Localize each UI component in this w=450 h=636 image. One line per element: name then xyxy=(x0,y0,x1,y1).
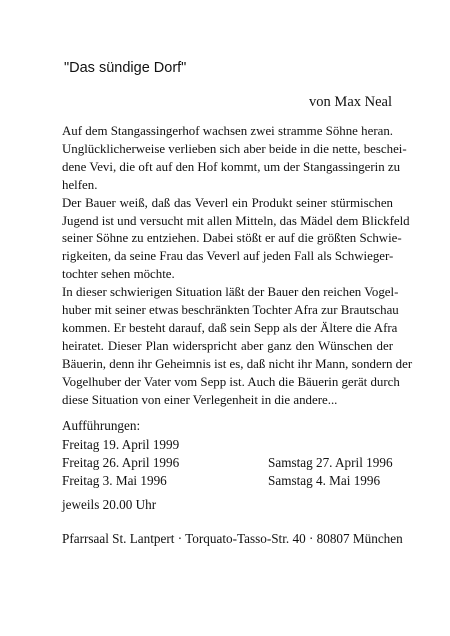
synopsis-line: huber mit seiner etwas beschränkten Tochter Afra zur Brautschau xyxy=(62,303,399,318)
performance-dates xyxy=(62,436,402,489)
synopsis-line: heiratet. Dieser Plan widerspricht aber ganz den Wünschen der xyxy=(62,338,393,353)
synopsis-line: rigkeiten, da seine Frau das Veverl auf jeden Fall als Schwieger- xyxy=(62,249,394,264)
synopsis-line: Bäuerin, denn ihr Geheimnis ist es, daß nicht ihr Mann, sondern der xyxy=(62,356,413,371)
date-left: Freitag 3. Mai 1996 xyxy=(62,472,167,488)
date-right: Samstag 27. April 1996 xyxy=(268,454,393,470)
performances-heading: Aufführungen: xyxy=(62,418,141,433)
synopsis-line: In dieser schwierigen Situation läßt der Bauer den reichen Vogel- xyxy=(62,285,399,300)
synopsis-line: diese Situation von einer Verlegenheit in die andere... xyxy=(62,392,338,407)
date-left: Freitag 26. April 1996 xyxy=(62,454,180,470)
synopsis-line: helfen. xyxy=(62,177,98,192)
synopsis-line: Vogelhuber der Vater vom Sepp ist. Auch die Bäuerin gerät durch xyxy=(62,374,400,389)
date-row xyxy=(62,454,402,472)
author: von Max Neal xyxy=(309,94,392,110)
synopsis-line: Unglücklicherweise verlieben sich aber beide in die nette, beschei- xyxy=(62,141,407,156)
synopsis xyxy=(62,123,413,410)
synopsis-line: dene Vevi, die oft auf den Hof kommt, um der Stangassingerin zu xyxy=(62,159,401,174)
synopsis-line: Der Bauer weiß, daß das Veverl ein Produkt seiner stürmischen xyxy=(62,195,393,210)
synopsis-line: seiner Söhne zu entziehen. Dabei stößt er auf die größten Schwie- xyxy=(62,231,402,246)
title: "Das sündige Dorf" xyxy=(64,60,187,76)
date-row xyxy=(62,472,402,490)
synopsis-line: tochter sehen möchte. xyxy=(62,267,175,282)
venue-address: Pfarrsaal St. Lantpert · Torquato-Tasso-Str. 40 · 80807 München xyxy=(62,531,403,546)
date-right: Samstag 4. Mai 1996 xyxy=(268,472,381,488)
synopsis-line: Jugend ist und versucht mit allen Mitteln, das Mädel dem Blickfeld xyxy=(62,213,410,228)
date-left: Freitag 19. April 1999 xyxy=(62,437,180,452)
synopsis-line: kommen. Er besteht darauf, daß sein Sepp als der Ältere die Afra xyxy=(62,320,398,335)
performance-time: jeweils 20.00 Uhr xyxy=(62,497,157,512)
date-row xyxy=(62,436,402,454)
synopsis-line: Auf dem Stangassingerhof wachsen zwei stramme Söhne heran. xyxy=(62,124,393,138)
